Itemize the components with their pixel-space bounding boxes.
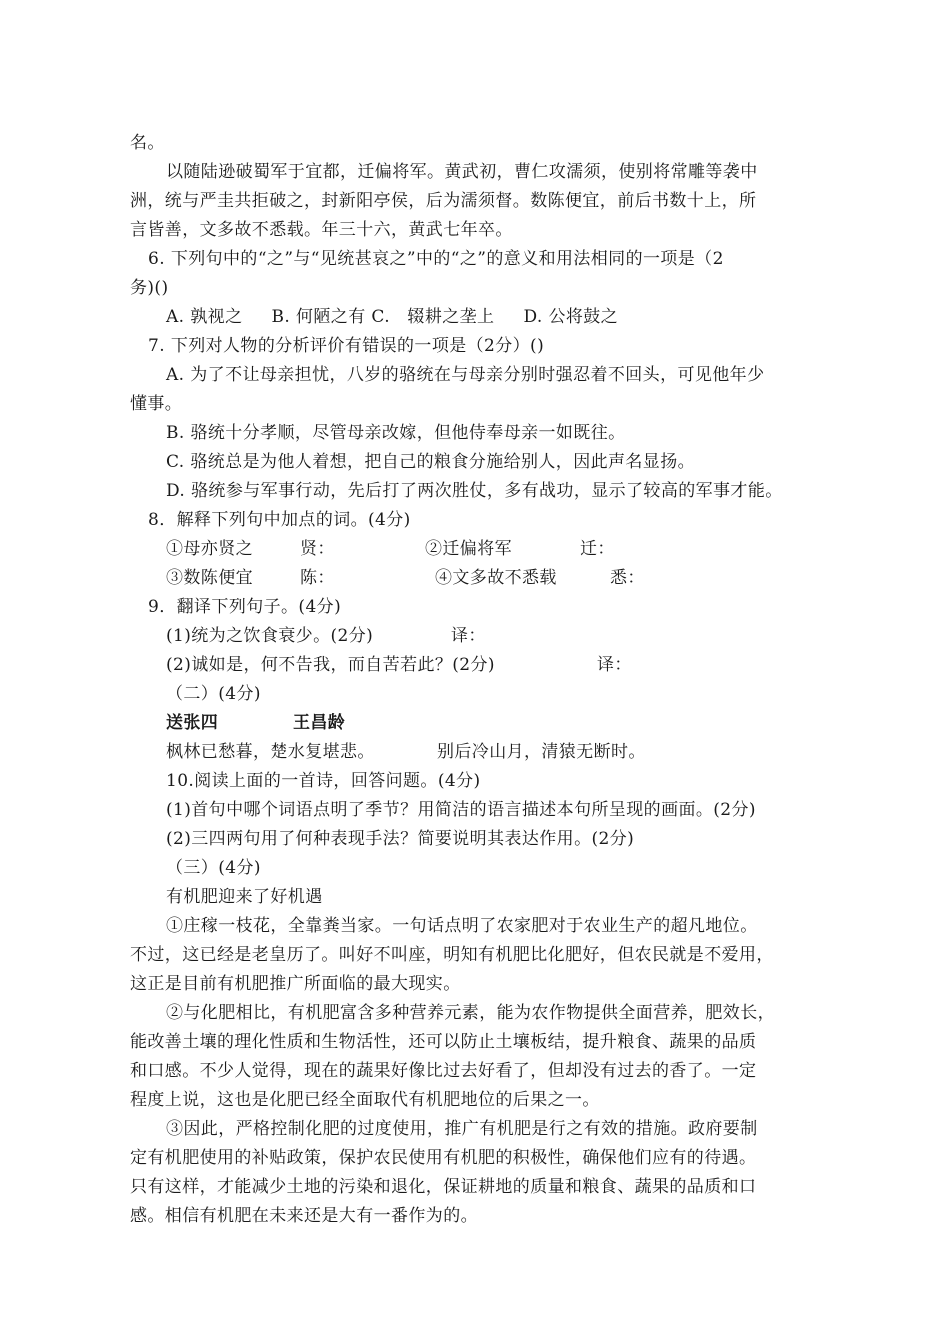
passage-line: 以随陆逊破蜀军于宜都，迁偏将军。黄武初，曹仁攻濡须，使别将常雕等袭中 [166, 162, 758, 182]
question-9-sentence: (2)诚如是，何不告我，而自苦若此？(2分) [166, 655, 495, 675]
question-10-stem: 10.阅读上面的一首诗，回答问题。(4分) [166, 771, 481, 791]
question-6-options: A. 孰视之 B. 何陋之有 C. 辍耕之垄上 D. 公将鼓之 [166, 307, 619, 327]
article-paragraph-line: 定有机肥使用的补贴政策，保护农民使用有机肥的积极性，确保他们应有的待遇。 [130, 1148, 757, 1168]
poem-title: 送张四 [166, 713, 219, 733]
question-7-option-c: C. 骆统总是为他人着想，把自己的粮食分施给别人，因此声名显扬。 [166, 452, 696, 472]
question-8-item: ①母亦贤之 [166, 539, 253, 559]
question-10-sub: (2)三四两句用了何种表现手法？简要说明其表达作用。(2分) [166, 829, 635, 849]
question-8-answer-label: 陈： [300, 568, 335, 588]
question-9-translate-label: 译： [597, 655, 632, 675]
question-9-translate-label: 译： [451, 626, 486, 646]
question-9-stem: 9．翻译下列句子。(4分) [148, 597, 342, 617]
question-7-option-d: D. 骆统参与军事行动，先后打了两次胜仗，多有战功，显示了较高的军事才能。 [166, 481, 783, 501]
question-8-item: ③数陈便宜 [166, 568, 253, 588]
article-paragraph-line: ①庄稼一枝花，全靠粪当家。一句话点明了农家肥对于农业生产的超凡地位。 [166, 916, 758, 936]
question-7-option-a: A. 为了不让母亲担忧，八岁的骆统在与母亲分别时强忍着不回头，可见他年少 [166, 365, 765, 385]
article-paragraph-line: 和口感。不少人觉得，现在的蔬果好像比过去好看了，但却没有过去的香了。一定 [130, 1061, 757, 1081]
article-paragraph-line: ③因此，严格控制化肥的过度使用，推广有机肥是行之有效的措施。政府要制 [166, 1119, 758, 1139]
question-8-item: ④文多故不悉载 [435, 568, 557, 588]
passage-line: 言皆善，文多故不悉载。年三十六，黄武七年卒。 [130, 220, 513, 240]
poem-author: 王昌龄 [293, 713, 346, 733]
question-8-answer-label: 迁： [580, 539, 615, 559]
article-paragraph-line: 不过，这已经是老皇历了。叫好不叫座，明知有机肥比化肥好，但农民就是不爱用， [130, 945, 774, 965]
question-7-stem: 7. 下列对人物的分析评价有错误的一项是（2分）() [148, 336, 545, 356]
article-paragraph-line: 这正是目前有机肥推广所面临的最大现实。 [130, 974, 461, 994]
question-8-item: ②迁偏将军 [425, 539, 512, 559]
article-paragraph-line: 只有这样，才能减少土地的污染和退化，保证耕地的质量和粮食、蔬果的品质和口 [130, 1177, 757, 1197]
question-9-sentence: (1)统为之饮食衰少。(2分) [166, 626, 374, 646]
question-6-stem-cont: 务)() [130, 278, 169, 298]
article-paragraph-line: 感。相信有机肥在未来还是大有一番作为的。 [130, 1206, 478, 1226]
question-8-answer-label: 贤： [300, 539, 335, 559]
article-title: 有机肥迎来了好机遇 [166, 887, 323, 907]
article-paragraph-line: 能改善土壤的理化性质和生物活性，还可以防止土壤板结，提升粮食、蔬果的品质 [130, 1032, 757, 1052]
question-7-option-b: B. 骆统十分孝顺，尽管母亲改嫁，但他侍奉母亲一如既往。 [166, 423, 626, 443]
article-paragraph-line: ②与化肥相比，有机肥富含多种营养元素，能为农作物提供全面营养，肥效长， [166, 1003, 775, 1023]
question-7-option-a-cont: 懂事。 [130, 394, 183, 414]
passage-line: 洲，统与严圭共拒破之，封新阳亭侯，后为濡须督。数陈便宜，前后书数十上，所 [130, 191, 757, 211]
article-paragraph-line: 程度上说，这也是化肥已经全面取代有机肥地位的后果之一。 [130, 1090, 600, 1110]
question-6-stem: 6. 下列句中的“之”与“见统甚哀之”中的“之”的意义和用法相同的一项是（2 [148, 249, 724, 269]
poem-line: 枫林已愁暮，楚水复堪悲。 [166, 742, 375, 762]
section-3-header: （三）(4分) [166, 858, 261, 878]
question-10-sub: (1)首句中哪个词语点明了季节？用简洁的语言描述本句所呈现的画面。(2分) [166, 800, 756, 820]
poem-line: 别后冷山月，清猿无断时。 [437, 742, 646, 762]
question-8-answer-label: 悉： [610, 568, 645, 588]
passage-line: 名。 [130, 133, 165, 153]
section-2-header: （二）(4分) [166, 684, 261, 704]
question-8-stem: 8．解释下列句中加点的词。(4分) [148, 510, 411, 530]
